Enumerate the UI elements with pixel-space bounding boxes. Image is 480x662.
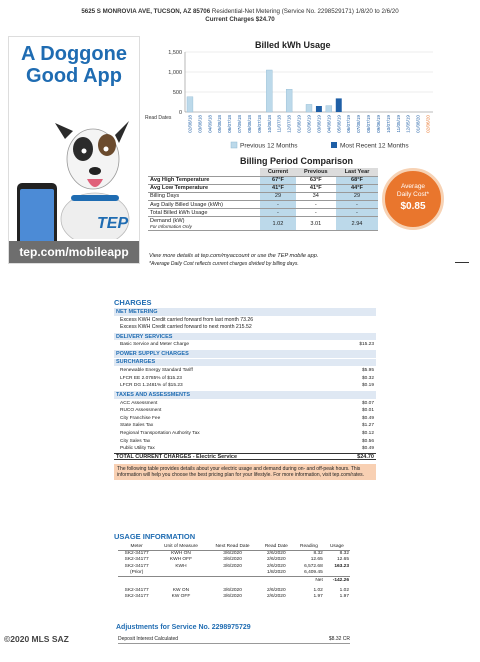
comparison-lastyear-value: 44°F [336,184,378,192]
usage-row [118,570,350,577]
charge-label: City Franchise Fee [120,415,161,421]
usage-table [118,544,350,600]
charge-row [114,415,376,423]
charge-label: Basic Service and Meter Charge [120,342,190,348]
comparison-current-value: - [260,209,295,217]
charge-row [114,367,376,375]
chart-xtick-label: 05/08/19 [336,115,342,133]
delivery-rows [114,341,376,349]
charge-amount: $0.19 [361,383,374,389]
comparison-previous-value: 41°F [296,184,336,192]
comparison-note: View more details at tep.com/myaccount or use the TEP mobile app. [149,253,319,259]
usage-cell-read: 1/8/2020 [266,570,286,576]
usage-kw-cell-unit: KW OFF [171,594,191,600]
bar-previous-12-months [187,97,193,112]
usage-cell-next: 3/6/2020 [223,557,242,563]
usage-kw-cell-read: 2/6/2020 [266,594,286,600]
usage-cell-read: 2/6/2020 [266,564,286,570]
mobile-app-ad[interactable] [8,36,140,264]
chart-xtick-label: 02/06/20 [425,115,431,133]
badge-value: $0.85 [400,201,426,212]
usage-net-spacer [118,576,155,583]
bar-previous-12-months [266,70,272,112]
chart-xtick-label: 12/05/19 [405,115,411,133]
comparison-row [148,209,378,217]
chart-xtick-label: 07/09/18 [237,115,243,133]
adjustment-label: Deposit Interest Calculated [118,636,179,642]
legend-label-recent: Most Recent 12 Months [340,142,409,150]
charge-row [114,317,376,325]
usage-net-spacer [207,576,259,583]
net-metering-band: NET METERING [114,308,376,316]
pricing-plan-note: The following table provides details about your electric usage and demand during on- and off-peak hours. This information will help you choose the best pricing plan for your lifestyle. For more information, visit tep.com/rates. [114,464,376,480]
usage-kw-cell-usage: 1.97 [339,594,349,600]
phone-screen [20,189,54,245]
usage-net-spacer [258,576,294,583]
charge-row [114,324,376,332]
delivery-band: DELIVERY SERVICES [114,333,376,341]
comparison-lastyear-value: - [336,201,378,209]
comparison-lastyear-value: 29 [336,192,378,200]
charge-row [114,375,376,383]
chart-xtick-label: 06/07/19 [346,115,352,133]
charge-amount: $5.95 [361,368,374,374]
ad-title-line2: Good App [26,65,122,87]
comparison-row-label-text: Avg High Temperature [150,177,210,184]
comparison-title: Billing Period Comparison [240,156,354,166]
comparison-previous-value: - [296,201,336,209]
chart-ytick-label: 0 [178,110,182,116]
comparison-row-label [148,209,260,217]
badge-label-line2: Daily Cost* [396,191,430,198]
bar-most-recent-12-months [336,98,342,112]
usage-header-usage: Usage [324,544,350,550]
usage-cell-reading: 12.65 [310,557,323,563]
comparison-row-label-text: Billing Days [150,193,180,200]
usage-row [118,563,350,570]
charge-label: State Sales Tax [120,423,154,429]
usage-cell-next: 3/6/2020 [223,551,242,557]
chart-xtick-label: 01/08/20 [415,115,421,133]
chart-ytick-label: 1,000 [168,70,182,76]
usage-cell-reading: 6,409.45 [304,570,323,576]
charges-section [114,298,376,480]
usage-cell-next [207,570,259,577]
charges-title: CHARGES [114,298,152,307]
usage-cell-meter: SK2-34177 [124,557,149,563]
usage-cell-usage: 12.65 [336,557,349,563]
comparison-row [148,201,378,209]
charge-label: LFCR EE 2.0785% of $15.23 [120,375,182,381]
taxes-band: TAXES AND ASSESSMENTS [114,391,376,399]
surcharges-band: SURCHARGES [114,359,376,367]
chart-xtick-label: 10/08/18 [266,115,272,133]
charge-label: City Sales Tax [120,438,151,444]
average-daily-cost-badge [382,168,444,230]
usage-cell-unit: KWH [175,564,187,570]
charge-label: Excess KWH Credit carried forward to next month 215.52 [120,324,252,331]
comparison-row [148,184,378,192]
power-supply-band: POWER SUPPLY CHARGES [114,350,376,358]
usage-kw-cell-reading: 1.97 [313,594,323,600]
comparison-previous-value: - [296,209,336,217]
charge-label: LFCR DG 1.2481% of $15.23 [120,383,183,389]
chart-xaxis-label: Read Dates [145,115,172,121]
charge-amount: $0.49 [361,446,374,452]
chart-xtick-label: 11/07/18 [276,115,282,133]
charge-label: Regional Transportation Authority Tax [120,430,200,436]
charge-amount: $1.27 [361,423,374,429]
usage-cell-usage [324,570,350,577]
chart-xtick-label: 01/08/19 [296,115,302,133]
comparison-current-value: - [260,201,295,209]
usage-net-row [118,576,350,583]
charge-amount: $0.07 [361,400,374,406]
comparison-row-label [148,217,260,230]
charge-row [114,400,376,408]
chart-axes [168,50,433,116]
comparison-row-sublabel: For Information Only [150,224,192,230]
usage-net-value: -142.26 [324,576,350,583]
comparison-header-blank [148,168,260,176]
chart-xtick-label: 08/07/19 [366,115,372,133]
usage-cell-next: 3/6/2020 [223,564,242,570]
usage-cell-read: 2/6/2020 [266,551,286,557]
usage-cell-unit [155,570,206,577]
usage-kw-cell-usage: 1.02 [339,587,349,593]
charge-label: ACC Assessment [120,400,158,406]
comparison-previous-value: 63°F [296,176,336,184]
chart-xtick-label: 06/07/18 [227,115,233,133]
usage-kw-cell-next: 3/6/2020 [223,594,242,600]
charge-amount: $0.32 [361,375,374,381]
usage-title: USAGE INFORMATION [114,532,196,541]
service-address: 5625 S MONROVIA AVE, TUCSON, AZ 85706 [81,8,211,15]
bar-most-recent-12-months [316,106,322,112]
usage-cell-meter: SK2-34177 [124,551,149,557]
usage-kw-row [118,587,350,594]
comparison-current-value: 41°F [260,184,295,192]
chart-xtick-label: 02/08/18 [187,115,193,133]
bar-previous-12-months [286,89,292,112]
chart-xtick-label: 03/08/18 [197,115,203,133]
comparison-row-label-text: Avg Daily Billed Usage (kWh) [150,201,223,208]
bill-header [0,8,480,24]
tep-logo: TEP [97,215,129,232]
chart-legend [231,142,409,150]
comparison-table [148,168,378,231]
usage-cell-usage: 163.23 [334,564,349,570]
adjustments-title: Adjustments for Service No. 2298975729 [116,624,251,631]
charge-amount: $0.49 [361,415,374,421]
usage-cell-usage: 8.32 [339,551,349,557]
net-metering-rows [114,317,376,332]
chart-xtick-label: 10/07/19 [385,114,391,133]
comparison-row [148,217,378,230]
service-address-line [0,8,480,16]
current-charges-line: Current Charges $24.70 [205,16,275,23]
charge-row [114,445,376,453]
charge-row [114,382,376,390]
chart-xtick-label: 11/05/19 [395,115,401,133]
charge-amount: $0.12 [361,430,374,436]
comparison-header-current: Current [260,168,295,176]
usage-kw-cell-reading: 1.02 [313,587,323,593]
badge-label-line1: Average [400,183,426,190]
total-charges-amount: $24.70 [357,453,374,460]
chart-ytick-label: 1,500 [168,50,182,56]
comparison-row-label-text: Avg Low Temperature [150,185,209,192]
charge-amount: $15.23 [359,342,374,348]
usage-cell-reading: 6,572.68 [304,564,323,570]
ad-url-link[interactable]: tep.com/mobileapp [9,241,139,263]
usage-cell-read: 2/6/2020 [266,557,286,563]
comparison-row-label [148,184,260,192]
charge-row [114,422,376,430]
charge-label: Public Utility Tax [120,446,155,452]
charge-label: Excess KWH Credit carried forward from last month 73.26 [120,316,254,323]
usage-header-unit: Unit of Measure [155,544,206,550]
legend-swatch-recent [331,142,337,148]
charge-amount: $0.01 [361,408,374,414]
comparison-row-label-text: Total Billed kWh Usage [150,209,208,216]
badge-label [385,183,441,199]
usage-cell-reading: 8.32 [313,551,323,557]
adjustment-row [118,636,350,644]
bar-previous-12-months [306,104,312,112]
divider-mark [455,262,469,263]
chart-xtick-label: 04/09/18 [207,115,213,133]
chart-xtick-label: 08/08/18 [246,115,252,133]
charge-amount: $0.56 [361,438,374,444]
comparison-lastyear-value: 68°F [336,176,378,184]
charge-label: RUCO Assessment [120,408,162,414]
service-description: Residential-Net Metering (Service No. 2298529171) 1/8/20 to 2/6/20 [211,8,399,15]
chart-ytick-label: 500 [172,90,182,96]
mls-watermark: ©2020 MLS SAZ [4,634,69,644]
chart-xtick-label: 02/06/19 [306,115,312,133]
usage-header-read-date: Read Date [258,544,294,550]
adjustment-amount: $8.32 CR [328,636,350,642]
usage-kw-cell-meter: SK2-34177 [124,587,149,593]
charge-label: Renewable Energy Standard Tariff [120,368,193,374]
ad-title-line1: A Doggone [21,43,127,65]
ad-title [9,43,139,87]
total-charges-label: TOTAL CURRENT CHARGES - Electric Service [116,453,238,460]
chart-xtick-label: 04/08/19 [326,115,332,133]
usage-cell-unit: KWH OFF [169,557,193,563]
charge-row [114,341,376,349]
bar-previous-12-months [326,106,332,112]
comparison-lastyear-value: - [336,209,378,217]
usage-cell-meter: SK2-34177 [124,564,149,570]
usage-cell-unit: KWH ON [171,551,191,557]
usage-header-reading: Reading [294,544,324,550]
tax-rows [114,400,376,453]
chart-xtick-label: 09/07/18 [256,114,262,133]
comparison-row-label-text: Demand (kW) [150,218,185,225]
total-charges-row [114,453,376,461]
chart-xtick-label: 05/08/18 [217,115,223,133]
usage-kw-cell-meter: SK2-34177 [124,594,149,600]
surcharge-rows [114,367,376,390]
comparison-lastyear-value: 2.94 [336,217,378,230]
chart-xtick-label: 07/08/19 [356,115,362,133]
usage-chart [143,44,443,154]
chart-title: Billed kWh Usage [255,40,331,50]
usage-header-meter: Meter [118,544,155,550]
comparison-footnote: *Average Daily Cost reflects current charges divided by billing days. [149,261,299,267]
comparison-previous-value: 34 [296,192,336,200]
charge-row [114,438,376,446]
usage-kw-cell-read: 2/6/2020 [266,587,286,593]
usage-header-next-read: Next Read Date [207,544,259,550]
chart-xtick-label: 03/08/19 [316,115,322,133]
comparison-row [148,176,378,184]
comparison-row-label [148,192,260,200]
comparison-row [148,192,378,200]
comparison-current-value: 1.02 [260,217,295,230]
usage-kw-cell-next: 3/6/2020 [223,587,242,593]
comparison-header-previous: Previous [296,168,336,176]
legend-label-previous: Previous 12 Months [240,142,298,150]
usage-net-label: Net [294,576,324,583]
comparison-current-value: 67°F [260,176,295,184]
comparison-header-lastyear: Last Year [336,168,378,176]
usage-net-spacer [155,576,206,583]
usage-kw-row [118,594,350,601]
comparison-row-label [148,201,260,209]
usage-kw-cell-unit: KW ON [172,587,190,593]
comparison-header-row [148,168,378,176]
usage-row [118,550,350,557]
charge-row [114,430,376,438]
chart-xtick-label: 09/06/19 [375,115,381,133]
charge-row [114,407,376,415]
chart-xtick-label: 12/07/18 [286,115,292,133]
comparison-row-label [148,176,260,184]
comparison-current-value: 29 [260,192,295,200]
usage-row [118,557,350,564]
comparison-previous-value: 3.01 [296,217,336,230]
usage-cell-meter: (Prior) [129,570,144,576]
legend-swatch-previous [231,142,237,148]
